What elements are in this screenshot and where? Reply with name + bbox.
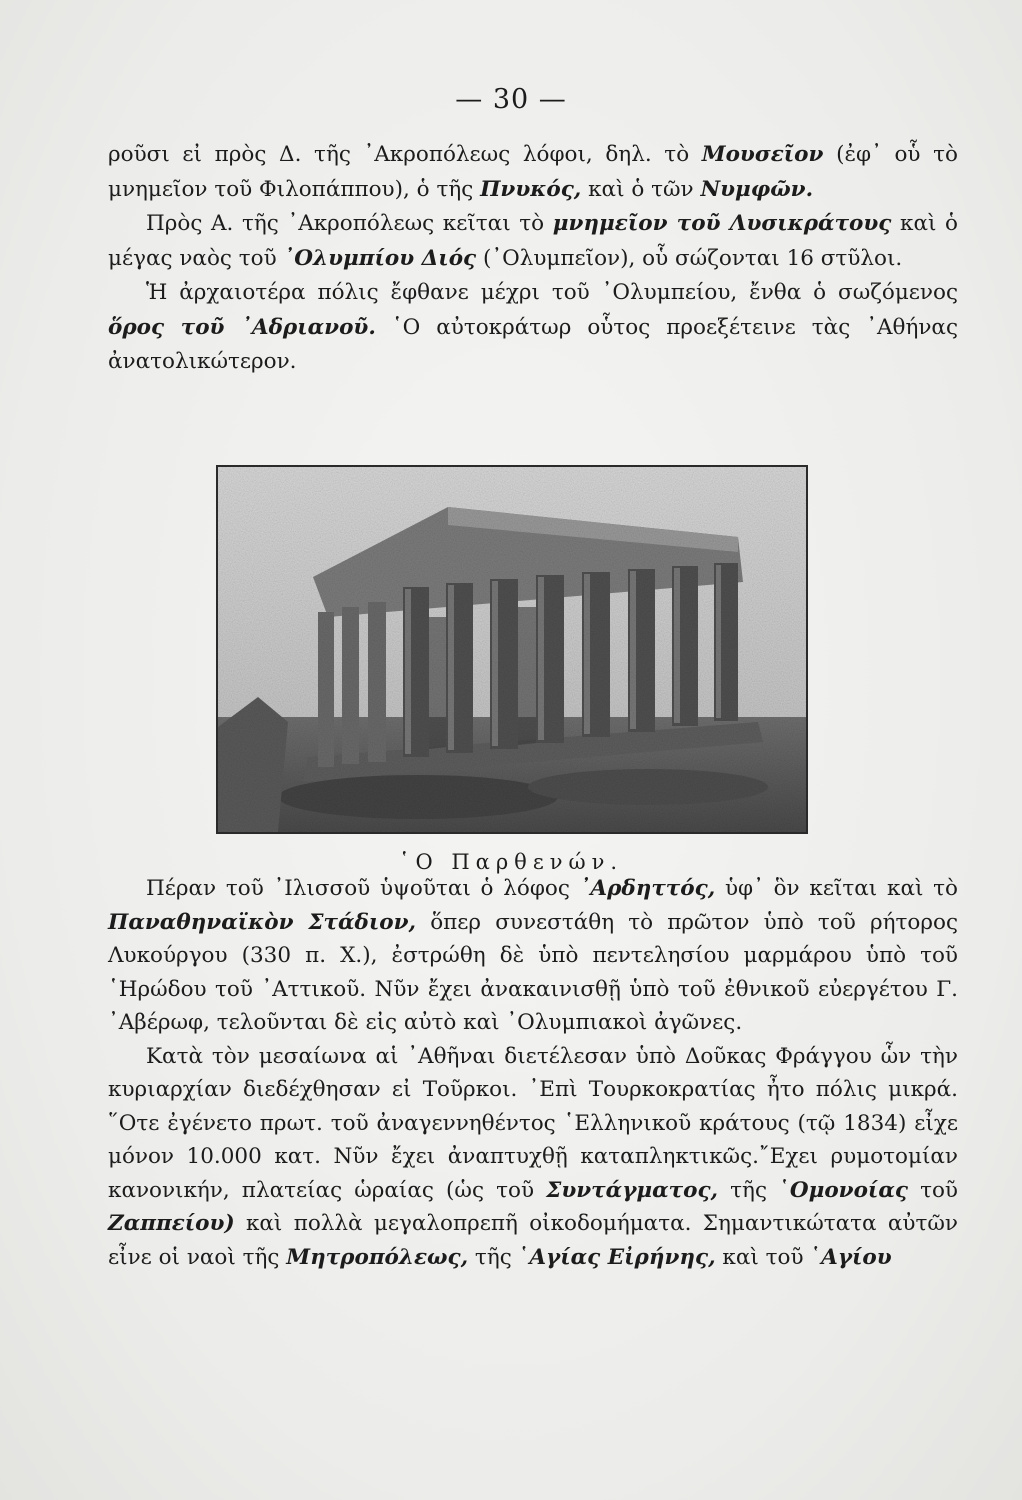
text-run: καὶ ὁ μέγας ναὸς τοῦ <box>108 211 958 271</box>
text-run: (ἐφ᾿ οὗ τὸ μνημεῖον τοῦ Φιλοπάππου), ὁ τῆς <box>108 142 958 202</box>
paragraph <box>108 276 958 380</box>
text-run: ῾Ο αὐτοκράτωρ οὗτος προεξέτεινε τὰς ᾿Αθήνας ἀνατολικώτερον. <box>108 314 958 374</box>
emphasized-term: ᾿Ολυμπίου Διός <box>283 245 477 271</box>
emphasized-term: Μητροπόλεως, <box>286 1244 469 1270</box>
page-number: — 30 — <box>455 84 567 115</box>
paragraph <box>108 207 958 276</box>
emphasized-term: Αγίου <box>821 1244 892 1270</box>
text-run: καὶ ὁ τῶν <box>581 176 701 202</box>
top-text-block <box>108 138 958 380</box>
paragraph <box>108 872 958 1040</box>
text-run: ὑφ᾿ ὃν κεῖται καὶ τὸ <box>715 876 958 901</box>
text-run: τῆς ῾ <box>718 1177 790 1203</box>
parthenon-photograph <box>216 465 808 834</box>
paragraph <box>108 1040 958 1275</box>
text-run: τοῦ <box>907 1177 958 1203</box>
text-run: (᾿Ολυμπεῖον), οὗ σώζονται 16 στῦλοι. <box>476 245 903 271</box>
text-run: τῆς ῾ <box>468 1244 530 1270</box>
figure-caption: ῾Ο Παρθενών. <box>398 850 624 874</box>
paragraph <box>108 138 958 207</box>
emphasized-term: ὅρος τοῦ ᾿Αδριανοῦ. <box>108 314 376 340</box>
text-run: Πρὸς Α. τῆς ᾿Ακροπόλεως κεῖται τὸ <box>146 211 553 236</box>
emphasized-term: ᾿Αρδηττός, <box>579 876 716 901</box>
text-run: καὶ τοῦ ῾ <box>715 1244 822 1270</box>
bottom-text-block <box>108 872 958 1274</box>
text-run: Ἡ ἀρχαιοτέρα πόλις ἔφθανε μέχρι τοῦ ᾿Ολυμπείου, ἔνθα ὁ σωζόμενος <box>146 280 958 305</box>
text-run: ὅπερ συνεστάθη τὸ πρῶτον ὑπὸ τοῦ ρήτορος Λυκούργου (330 π. Χ.), ἐστρώθη δὲ ὑπὸ πεντελησίου μαρμάρου ὑπὸ τοῦ ῾Ηρώδου τοῦ ᾿Αττικοῦ. Νῦν ἔχει ἀνακαινισθῇ ὑπὸ τοῦ ἐθνικοῦ εὐεργέτου Γ. ᾿Αβέρωφ, τελοῦνται δὲ εἰς αὐτὸ καὶ ᾿Ολυμπιακοὶ ἀγῶνες. <box>108 909 958 1035</box>
emphasized-term: Ζαππείου) <box>108 1211 235 1236</box>
text-run: ροῦσι εἰ πρὸς Δ. τῆς ᾿Ακροπόλεως λόφοι, δηλ. τὸ <box>108 142 702 167</box>
emphasized-term: Μουσεῖον <box>701 142 824 167</box>
parthenon-photo-illustration <box>218 467 806 832</box>
text-run: Κατὰ τὸν μεσαίωνα αἱ ᾿Αθῆναι διετέλεσαν ὑπὸ Δοῦκας Φράγγου ὧν τὴν κυριαρχίαν διεδέχθησαν εἰ Τοῦρκοι. ᾿Επὶ Τουρκοκρατίας ἦτο πόλις μικρά. ῞Οτε ἐγένετο πρωτ. τοῦ ἀναγεννηθέντος ῾Ελληνικοῦ κράτους (τῷ 1834) εἶχε μόνον 10.000 κατ. Νῦν ἔχει ἀναπτυχθῇ καταπληκτικῶς.῎Εχει ρυμοτομίαν κανονικήν, πλατείας ὡραίας (ὡς τοῦ <box>108 1043 958 1203</box>
emphasized-term: Ομονοίας <box>789 1177 908 1203</box>
emphasized-term: Πνυκός, <box>480 176 582 202</box>
emphasized-term: Αγίας Εἰρήνης, <box>529 1244 716 1270</box>
text-run: καὶ πολλὰ μεγαλοπρεπῆ οἰκοδομήματα. Σημαντικώτατα αὐτῶν εἶνε οἱ ναοὶ τῆς <box>108 1211 958 1270</box>
emphasized-term: Νυμφῶν. <box>700 176 814 202</box>
text-run: Πέραν τοῦ ᾿Ιλισσοῦ ὑψοῦται ὁ λόφος <box>146 876 580 901</box>
emphasized-term: Συντάγματος, <box>546 1177 719 1203</box>
emphasized-term: μνημεῖον τοῦ Λυσικράτους <box>552 211 892 236</box>
emphasized-term: Παναθηναϊκὸν Στάδιον, <box>108 909 417 935</box>
